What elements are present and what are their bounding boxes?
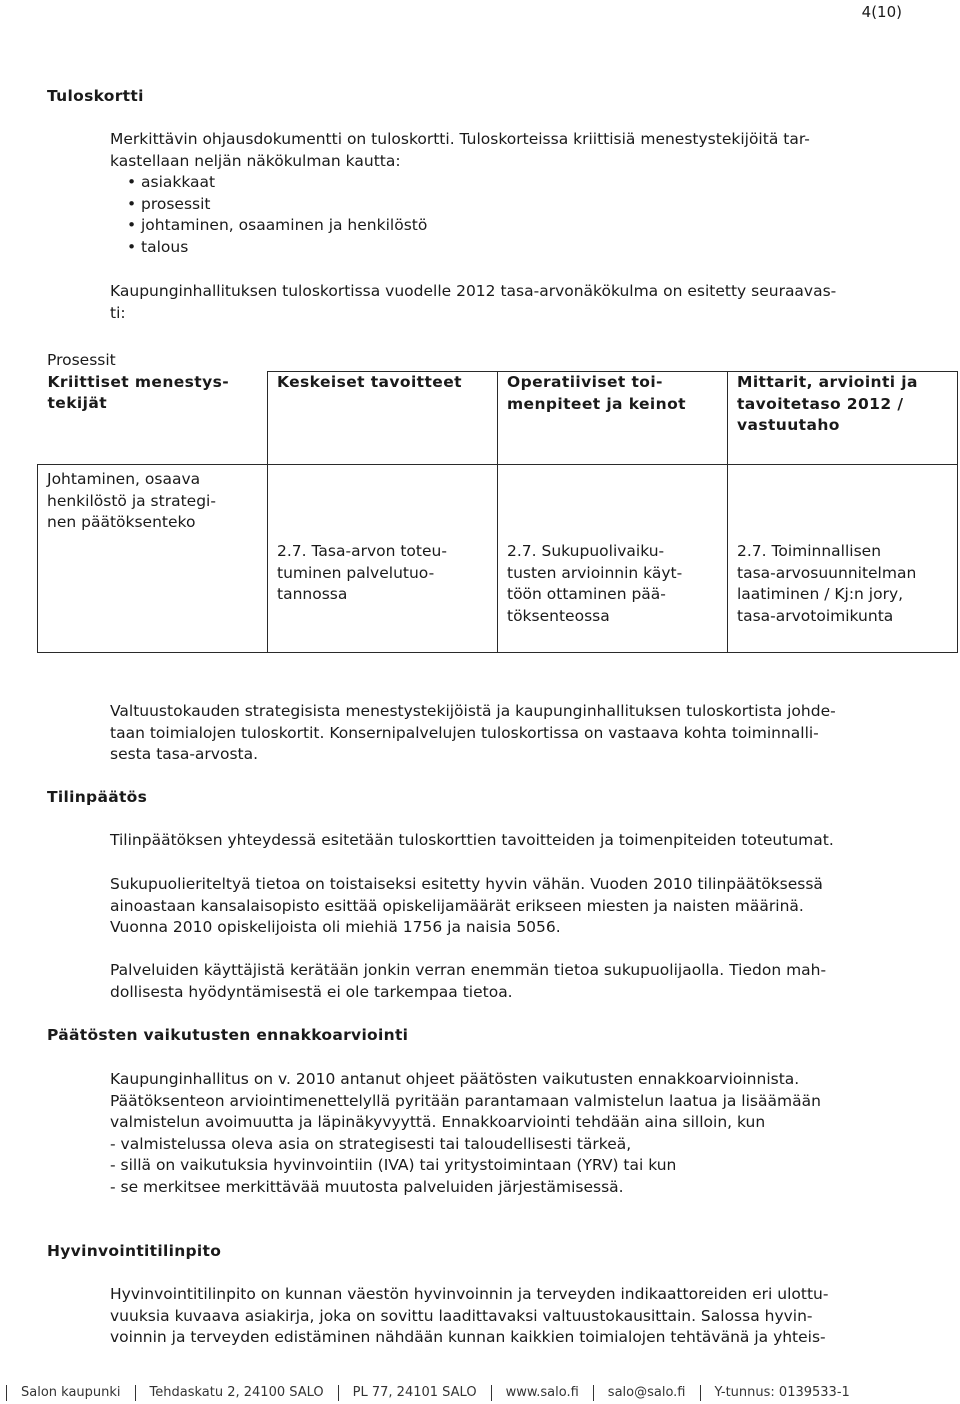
table-cell-factor: Johtaminen, osaava henkilöstö ja strategi- nen päätöksenteko [38,465,268,653]
header-key-goals: Keskeiset tavoitteet [268,372,498,465]
footer-email: salo@salo.fi [593,1385,700,1401]
table-caption: Prosessit [47,351,116,369]
text-line: dollisesta hyödyntämisestä ei ole tarkempaa tietoa. [110,982,513,1001]
table-cell-metric: 2.7. Toiminnallisen tasa-arvosuunnitelman laatiminen / Kj:n jory, tasa-arvotoimikunta [728,465,958,653]
list-item: • johtaminen, osaaminen ja henkilöstö [127,215,427,237]
footer-organization: Salon kaupunki [6,1385,135,1401]
text-line: - sillä on vaikutuksia hyvinvointiin (IVA) tai yritystoimintaan (YRV) tai kun [110,1156,677,1175]
tilinpaatos-p3 [110,960,950,1003]
text-line: vuuksia kuvaava asiakirja, joka on sovittu laadittavaksi valtuustokausittain. Salossa hyvin- [110,1306,813,1325]
page-footer [0,1385,960,1401]
text-line: Palveluiden käyttäjistä kerätään jonkin verran enemmän tietoa sukupuolijaolla. Tiedon mah- [110,961,827,979]
text-line: Päätöksenteon arviointimenettelyllä pyritään parantamaan valmistelun laatua ja lisäämään [110,1091,821,1110]
text-line: ainoastaan kansalaisopisto esittää opiskelijamäärät erikseen miesten ja naisten määrinä. [110,896,804,915]
perspective-list [127,172,427,258]
table-row [38,465,958,653]
footer-street-address: Tehdaskatu 2, 24100 SALO [135,1385,338,1401]
page-number: 4(10) [861,3,902,21]
text-line: ti: [110,303,126,322]
heading-tilinpaatos: Tilinpäätös [47,788,148,806]
text-line: Tilinpäätöksen yhteydessä esitetään tuloskorttien tavoitteiden ja toimenpiteiden toteutumat. [110,831,834,849]
after-table-paragraph [110,701,950,766]
text-line: Sukupuolieriteltyä tietoa on toistaiseksi esitetty hyvin vähän. Vuoden 2010 tilinpäätöksessä [110,875,823,893]
text-line: Vuonna 2010 opiskelijoista oli miehiä 1756 ja naisia 5056. [110,918,561,937]
tuloskortti-intro [110,129,950,172]
text-line: Kaupunginhallituksen tuloskortissa vuodelle 2012 tasa-arvonäkökulma on esitetty seuraavas- [110,282,837,300]
tilinpaatos-p1 [110,830,950,852]
ennakkoarviointi-text [110,1069,950,1199]
table-cell-action: 2.7. Sukupuolivaiku- tusten arvioinnin käyt- töön ottaminen pää- töksenteossa [498,465,728,653]
text-line: valmistelun avoimuutta ja läpinäkyvyyttä. Ennakkoarviointi tehdään aina silloin, kun [110,1113,766,1132]
tuloskortti-lead [110,281,950,324]
text-line: Hyvinvointitilinpito on kunnan väestön hyvinvoinnin ja terveyden indikaattoreiden eri ulottu- [110,1285,829,1303]
header-critical-factors: Kriittiset menestys- tekijät [38,372,268,465]
footer-website: www.salo.fi [491,1385,593,1401]
heading-ennakkoarviointi: Päätösten vaikutusten ennakkoarviointi [47,1026,409,1044]
goals-table [37,371,958,653]
table-header-row [38,372,958,465]
hyvinvointi-text [110,1284,950,1349]
text-line: - valmistelussa oleva asia on strategisesti tai taloudellisesti tärkeä, [110,1134,632,1153]
footer-postal-address: PL 77, 24101 SALO [338,1385,491,1401]
list-item: • talous [127,237,427,259]
heading-hyvinvointitilinpito: Hyvinvointitilinpito [47,1242,222,1260]
text-line: Merkittävin ohjausdokumentti on tuloskortti. Tuloskorteissa kriittisiä menestystekijöitä tar- [110,130,810,148]
tilinpaatos-p2 [110,874,950,939]
text-line: kastellaan neljän näkökulman kautta: [110,151,401,170]
text-line: taan toimialojen tuloskortit. Konsernipalvelujen tuloskortissa on vastaava kohta toiminnalli- [110,723,819,742]
text-line: sesta tasa-arvosta. [110,745,259,764]
list-item: • asiakkaat [127,172,427,194]
header-metrics: Mittarit, arviointi ja tavoitetaso 2012 / vastuutaho [728,372,958,465]
text-line: Valtuustokauden strategisista menestystekijöistä ja kaupunginhallituksen tuloskortista johde- [110,702,836,720]
text-line: Kaupunginhallitus on v. 2010 antanut ohjeet päätösten vaikutusten ennakkoarvioinnista. [110,1070,800,1088]
header-operative-actions: Operatiiviset toi- menpiteet ja keinot [498,372,728,465]
heading-tuloskortti: Tuloskortti [47,87,144,105]
list-item: • prosessit [127,194,427,216]
table-cell-goal: 2.7. Tasa-arvon toteu- tuminen palvelutuo- tannossa [268,465,498,653]
footer-business-id: Y-tunnus: 0139533-1 [700,1385,864,1401]
text-line: - se merkitsee merkittävää muutosta palveluiden järjestämisessä. [110,1177,624,1196]
text-line: voinnin ja terveyden edistäminen nähdään kunnan kaikkien toimialojen tehtävänä ja yhteis- [110,1328,826,1347]
